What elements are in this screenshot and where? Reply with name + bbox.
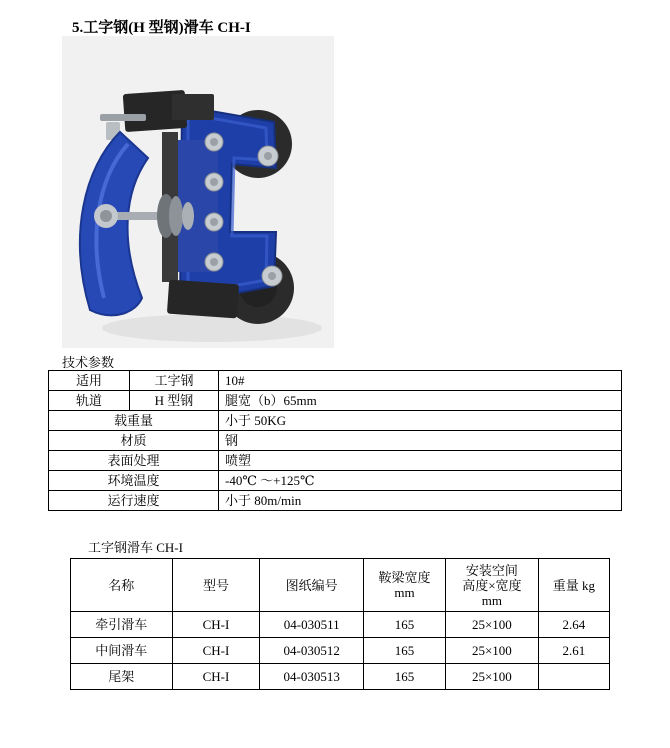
- cell-model: CH-I: [172, 612, 260, 638]
- th-saddle-width-line1: 鞍梁宽度: [378, 570, 431, 585]
- th-model: 型号: [172, 559, 260, 612]
- tech-params-caption: 技术参数: [62, 355, 115, 370]
- tech-row-label: 材质: [49, 431, 219, 451]
- cell-weight: [538, 664, 609, 690]
- tech-row-label: 环境温度: [49, 471, 219, 491]
- tech-row-value: 10#: [219, 371, 622, 391]
- cell-install-space: 25×100: [446, 612, 539, 638]
- th-install-space: [446, 559, 539, 612]
- tech-params-table: [48, 370, 622, 511]
- table-row: [49, 451, 622, 471]
- cell-name: 尾架: [71, 664, 173, 690]
- cell-model: CH-I: [172, 638, 260, 664]
- page-title: 5.工字钢(H 型钢)滑车 CH-I: [72, 20, 251, 36]
- trolley-table-caption: 工字钢滑车 CH-I: [88, 540, 183, 555]
- table-row: [71, 612, 610, 638]
- th-install-space-line2: 高度×宽度: [462, 577, 522, 593]
- table-row: [71, 638, 610, 664]
- table-row: [49, 411, 622, 431]
- tech-row-sub: H 型钢: [130, 391, 219, 411]
- tech-row-value: 腿宽（b）65mm: [219, 391, 622, 411]
- cell-weight: 2.64: [538, 612, 609, 638]
- th-name: 名称: [71, 559, 173, 612]
- th-drawing-no: 图纸编号: [260, 559, 364, 612]
- tech-row-value: 喷塑: [219, 451, 622, 471]
- cell-install-space: 25×100: [446, 638, 539, 664]
- cell-name: 牵引滑车: [71, 612, 173, 638]
- cell-saddle-width: 165: [364, 664, 446, 690]
- table-header-row: [71, 559, 610, 612]
- tech-row-sub: 工字钢: [130, 371, 219, 391]
- cell-drawing-no: 04-030511: [260, 612, 364, 638]
- tech-row-label: 轨道: [49, 391, 130, 411]
- cell-drawing-no: 04-030512: [260, 638, 364, 664]
- tech-row-label: 运行速度: [49, 491, 219, 511]
- table-row: [49, 391, 622, 411]
- cell-drawing-no: 04-030513: [260, 664, 364, 690]
- th-install-space-line1: 安装空间: [465, 562, 518, 578]
- th-saddle-width-line2: mm: [394, 585, 415, 600]
- cell-weight: 2.61: [538, 638, 609, 664]
- product-photo: [62, 36, 334, 348]
- table-row: [49, 371, 622, 391]
- cell-install-space: 25×100: [446, 664, 539, 690]
- table-row: [71, 664, 610, 690]
- tech-row-label: 表面处理: [49, 451, 219, 471]
- trolley-table: [70, 558, 610, 690]
- cell-saddle-width: 165: [364, 638, 446, 664]
- tech-row-label: 载重量: [49, 411, 219, 431]
- tech-row-value: 小于 50KG: [219, 411, 622, 431]
- trolley-illustration: [62, 36, 334, 348]
- tech-row-label: 适用: [49, 371, 130, 391]
- table-row: [49, 471, 622, 491]
- tech-row-value: 小于 80m/min: [219, 491, 622, 511]
- cell-name: 中间滑车: [71, 638, 173, 664]
- table-row: [49, 491, 622, 511]
- th-weight: 重量 kg: [538, 559, 609, 612]
- tech-row-value: -40℃ ～+125℃: [219, 471, 622, 491]
- cell-model: CH-I: [172, 664, 260, 690]
- cell-saddle-width: 165: [364, 612, 446, 638]
- th-install-space-line3: mm: [481, 592, 503, 608]
- tech-row-value: 钢: [219, 431, 622, 451]
- th-saddle-width: [364, 559, 446, 612]
- table-row: [49, 431, 622, 451]
